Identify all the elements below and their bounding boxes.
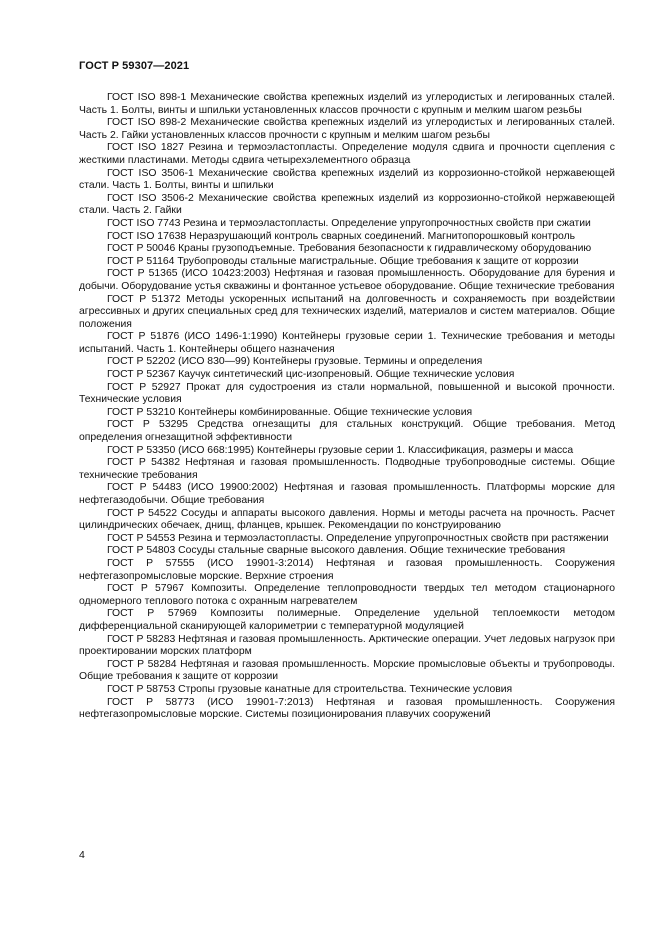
reference-entry: ГОСТ Р 50046 Краны грузоподъемные. Требования безопасности к гидравлическому оборудованию	[107, 243, 592, 255]
reference-entry: ГОСТ ISO 898-1 Механические свойства крепежных изделий из углеродистых и легированных сталей. Часть 1. Болты, винты и шпильки установленных классов прочности с крупным и мелким шагом резьбы	[79, 92, 615, 116]
reference-entry: ГОСТ Р 51365 (ИСО 10423:2003) Нефтяная и газовая промышленность. Оборудование для бурения и добычи. Оборудование устья скважины и фонтанное устьевое оборудование. Общие технические требования	[79, 268, 615, 292]
reference-entry: ГОСТ Р 57555 (ИСО 19901-3:2014) Нефтяная и газовая промышленность. Сооружения нефтегазопромысловые морские. Верхние строения	[79, 557, 615, 582]
reference-entry: ГОСТ Р 52202 (ИСО 830—99) Контейнеры грузовые. Термины и определения	[107, 356, 483, 368]
reference-entry: ГОСТ Р 58284 Нефтяная и газовая промышленность. Морские промысловые объекты и трубопроводы. Общие требования к защите от коррозии	[79, 658, 615, 683]
reference-entry: ГОСТ Р 54803 Сосуды стальные сварные высокого давления. Общие технические требования	[107, 545, 566, 557]
reference-entry: ГОСТ ISO 1827 Резина и термоэластопласты. Определение модуля сдвига и прочности сцепления с жесткими пластинами. Методы сдвига четырехэлементного образца	[79, 142, 615, 166]
reference-entry: ГОСТ Р 52367 Каучук синтетический цис-изопреновый. Общие технические условия	[107, 369, 515, 381]
page-number: 4	[79, 849, 85, 861]
reference-entry: ГОСТ Р 58753 Стропы грузовые канатные для строительства. Технические условия	[107, 683, 513, 695]
reference-entry: ГОСТ ISO 7743 Резина и термоэластопласты. Определение упругопрочностных свойств при сжатии	[107, 217, 591, 229]
reference-entry: ГОСТ Р 52927 Прокат для судостроения из стали нормальной, повышенной и высокой прочности. Технические условия	[79, 381, 615, 406]
reference-entry: ГОСТ Р 57969 Композиты полимерные. Определение удельной теплоемкости методом дифференциальной сканирующей калориметрии с температурной модуляцией	[79, 608, 615, 632]
reference-entry: ГОСТ Р 51372 Методы ускоренных испытаний на долговечность и сохраняемость при воздействии агрессивных и других специальных сред для технических изделий, материалов и систем материалов. Общие положения	[79, 293, 615, 330]
reference-entry: ГОСТ Р 57967 Композиты. Определение теплопроводности твердых тел методом стационарного одномерного теплового потока с охранным нагревателем	[79, 583, 615, 607]
reference-entry: ГОСТ Р 54382 Нефтяная и газовая промышленность. Подводные трубопроводные системы. Общие технические требования	[79, 457, 615, 481]
document-header: ГОСТ Р 59307—2021	[79, 60, 190, 72]
normative-references-list	[79, 92, 615, 722]
reference-entry: ГОСТ Р 54553 Резина и термоэластопласты. Определение упругопрочностных свойств при растяжении	[107, 532, 609, 544]
reference-entry: ГОСТ Р 53295 Средства огнезащиты для стальных конструкций. Общие требования. Метод определения огнезащитной эффективности	[79, 419, 615, 444]
reference-entry: ГОСТ Р 58773 (ИСО 19901-7:2013) Нефтяная и газовая промышленность. Сооружения нефтегазопромысловые морские. Системы позиционирования плавучих сооружений	[79, 696, 615, 721]
reference-entry: ГОСТ Р 54483 (ИСО 19900:2002) Нефтяная и газовая промышленность. Платформы морские для нефтегазодобычи. Общие требования	[79, 482, 615, 506]
reference-entry: ГОСТ ISO 3506-2 Механические свойства крепежных изделий из коррозионно-стойкой нержавеющей стали. Часть 2. Гайки	[79, 192, 615, 217]
reference-entry: ГОСТ Р 51164 Трубопроводы стальные магистральные. Общие требования к защите от коррозии	[107, 255, 579, 267]
reference-entry: ГОСТ Р 53210 Контейнеры комбинированные. Общие технические условия	[107, 406, 473, 418]
reference-entry: ГОСТ Р 53350 (ИСО 668:1995) Контейнеры грузовые серии 1. Классификация, размеры и масса	[107, 444, 574, 456]
reference-entry: ГОСТ Р 51876 (ИСО 1496-1:1990) Контейнеры грузовые серии 1. Технические требования и методы испытаний. Часть 1. Контейнеры общего назначения	[79, 331, 615, 355]
reference-entry: ГОСТ ISO 3506-1 Механические свойства крепежных изделий из коррозионно-стойкой нержавеющей стали. Часть 1. Болты, винты и шпильки	[79, 167, 615, 192]
reference-entry: ГОСТ ISO 17638 Неразрушающий контроль сварных соединений. Магнитопорошковый контроль	[107, 230, 576, 242]
reference-entry: ГОСТ ISO 898-2 Механические свойства крепежных изделий из углеродистых и легированных сталей. Часть 2. Гайки установленных классов прочности с крупным и мелким шагом резьбы	[79, 117, 615, 141]
reference-entry: ГОСТ Р 58283 Нефтяная и газовая промышленность. Арктические операции. Учет ледовых нагрузок при проектировании морских платформ	[79, 633, 615, 658]
reference-entry: ГОСТ Р 54522 Сосуды и аппараты высокого давления. Нормы и методы расчета на прочность. Расчет цилиндрических обечаек, днищ, фланцев, крышек. Рекомендации по конструированию	[79, 507, 615, 532]
